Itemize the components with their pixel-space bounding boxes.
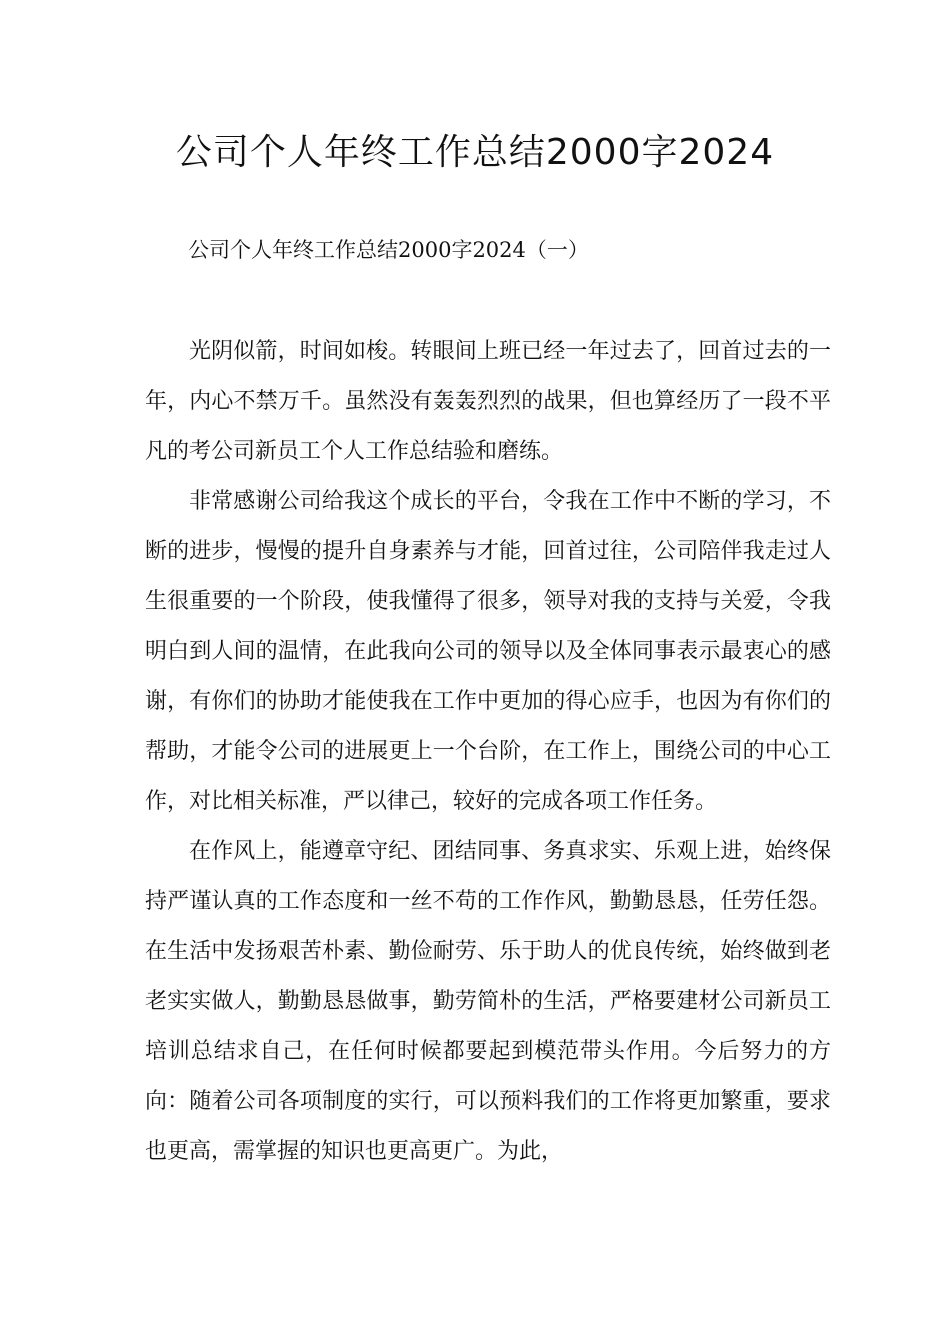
document-subtitle: 公司个人年终工作总结2000字2024（一） (188, 238, 589, 262)
paragraph-2: 非常感谢公司给我这个成长的平台，令我在工作中不断的学习，不断的进步，慢慢的提升自身素养与才能，回首过往，公司陪伴我走过人生很重要的一个阶段，使我懂得了很多，领导对我的支持与关爱，令我明白到人间的温情，在此我向公司的领导以及全体同事表示最衷心的感谢，有你们的协助才能使我在工作中更加的得心应手，也因为有你们的帮助，才能令公司的进展更上一个台阶，在工作上，围绕公司的中心工作，对比相关标准，严以律己，较好的完成各项工作任务。 (145, 489, 831, 814)
paragraph-3: 在作风上，能遵章守纪、团结同事、务真求实、乐观上进，始终保持严谨认真的工作态度和一丝不苟的工作作风，勤勤恳恳，任劳任怨。在生活中发扬艰苦朴素、勤俭耐劳、乐于助人的优良传统，始终做到老老实实做人，勤勤恳恳做事，勤劳简朴的生活，严格要建材公司新员工培训总结求自己，在任何时候都要起到模范带头作用。今后努力的方向：随着公司各项制度的实行，可以预料我们的工作将更加繁重，要求也更高，需掌握的知识也更高更广。为此， (145, 839, 831, 1164)
paragraph-1: 光阴似箭，时间如梭。转眼间上班已经一年过去了，回首过去的一年，内心不禁万千。虽然没有轰轰烈烈的战果，但也算经历了一段不平凡的考公司新员工个人工作总结验和磨练。 (145, 339, 831, 464)
document-body (145, 327, 831, 1177)
document-title: 公司个人年终工作总结2000字2024 (175, 132, 775, 173)
